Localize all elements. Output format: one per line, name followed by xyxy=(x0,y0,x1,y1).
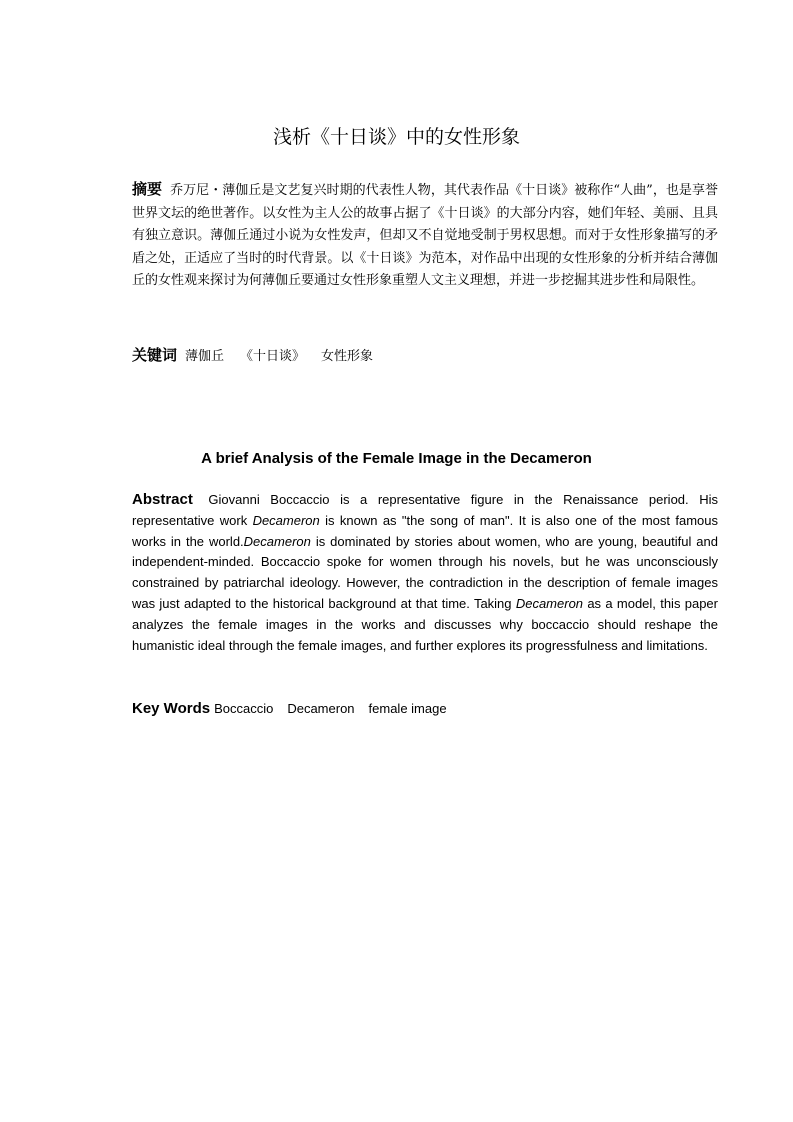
english-keywords-label: Key Words xyxy=(132,700,211,717)
chinese-abstract-label: 摘要 xyxy=(132,180,163,198)
english-abstract-label: Abstract xyxy=(132,491,193,508)
english-abstract-text: Giovanni Boccaccio is a representative figure in the Renaissance period. His representative work xyxy=(132,492,718,528)
chinese-keywords-label: 关键词 xyxy=(132,346,178,364)
english-keywords xyxy=(132,698,718,720)
english-abstract-text: is known as "the song of man". It is also one of the most famous works in the world. xyxy=(132,512,718,549)
chinese-title: 浅析《十日谈》中的女性形象 xyxy=(272,126,520,148)
work-title-italic: Decameron xyxy=(243,533,311,549)
chinese-keyword: 薄伽丘 xyxy=(185,349,225,364)
chinese-keyword: 《十日谈》 xyxy=(240,349,306,364)
chinese-abstract-text: 乔万尼・薄伽丘是文艺复兴时期的代表性人物，其代表作品《十日谈》被称作“人曲”，也是享誉世界文坛的绝世著作。以女性为主人公的故事占据了《十日谈》的大部分内容，她们年轻、美丽、且具有独立意识。薄伽丘通过小说为女性发声，但却又不自觉地受制于男权思想。而对于女性形象描写的矛盾之处，正适应了当时的时代背景。以《十日谈》为范本，对作品中出现的女性形象的分析并结合薄伽丘的女性观来探讨为何薄伽丘要通过女性形象重塑人文主义理想，并进一步挖掘其进步性和局限性。 xyxy=(132,183,718,288)
english-title: A brief Analysis of the Female Image in the Decameron xyxy=(201,450,592,467)
english-keyword: Boccaccio xyxy=(214,701,274,716)
chinese-abstract xyxy=(132,178,718,293)
chinese-keyword: 女性形象 xyxy=(321,349,374,364)
english-abstract-text: as a model, this paper analyzes the female images in the works and discusses why boccaccio should reshape the humanistic ideal through the female images, and further explores its progressfulness and limitations. xyxy=(132,595,718,653)
english-keyword: Decameron xyxy=(287,701,355,716)
work-title-italic: Decameron xyxy=(515,595,584,611)
english-abstract-text: is dominated by stories about women, who are young, beautiful and independent-minded. Boccaccio spoke for women through his novels, but he was unconsciously constrained by patriarchal ideology. However, the contradiction in the description of female images was just adapted to the historical background at that time. Taking xyxy=(132,533,719,611)
chinese-keywords xyxy=(132,344,718,368)
english-keyword: female image xyxy=(368,701,447,716)
english-abstract xyxy=(132,490,718,656)
work-title-italic: Decameron xyxy=(252,512,320,528)
